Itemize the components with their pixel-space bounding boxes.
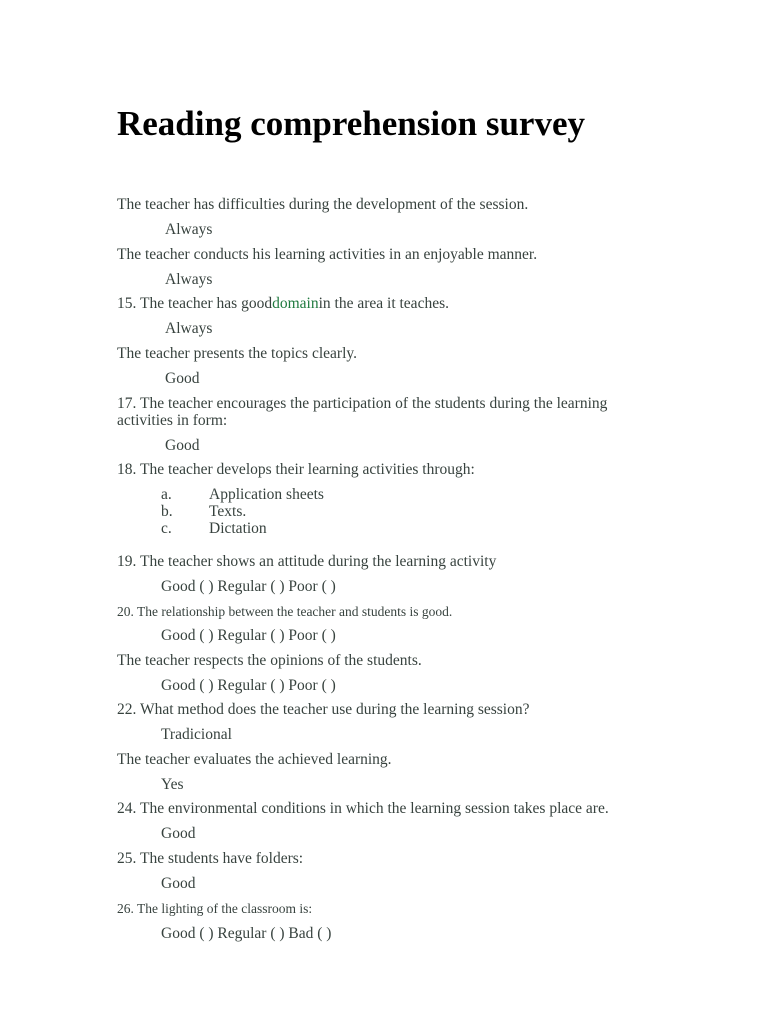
question-text: The teacher evaluates the achieved learning. [117, 751, 392, 768]
question-text: 19. The teacher shows an attitude during the learning activity [117, 553, 497, 570]
list-marker: b. [161, 503, 173, 520]
question-text-end: in the area it teaches. [318, 295, 449, 312]
question-text: 24. The environmental conditions in which the learning session takes place are. [117, 800, 609, 817]
answer-text: Good ( ) Regular ( ) Poor ( ) [161, 627, 336, 644]
question-text: 17. The teacher encourages the participation of the students during the learning activities in form: [117, 395, 608, 429]
question-text: The teacher respects the opinions of the students. [117, 652, 422, 669]
answer-text: Good ( ) Regular ( ) Bad ( ) [161, 925, 332, 942]
question-text: The teacher presents the topics clearly. [117, 345, 357, 362]
answer-text: Good ( ) Regular ( ) Poor ( ) [161, 677, 336, 694]
question-text: 26. The lighting of the classroom is: [117, 901, 313, 916]
question-text: 22. What method does the teacher use during the learning session? [117, 701, 530, 718]
answer-text: Good [161, 825, 196, 842]
answer-text: Yes [161, 776, 184, 793]
answer-text: Always [165, 221, 213, 238]
page-title: Reading comprehension survey [117, 104, 585, 143]
list-marker: c. [161, 520, 172, 537]
question-text: The teacher has difficulties during the development of the session. [117, 196, 529, 213]
answer-text: Good [165, 370, 200, 387]
question-text: 20. The relationship between the teacher and students is good. [117, 604, 453, 619]
answer-text: Tradicional [161, 726, 232, 743]
list-marker: a. [161, 486, 172, 503]
answer-text: Good [161, 875, 196, 892]
question-text-start: 15. The teacher has good [117, 295, 273, 312]
question-text: 18. The teacher develops their learning activities through: [117, 461, 475, 478]
question-text [117, 295, 449, 312]
list-item: Texts. [209, 503, 247, 520]
list-item: Dictation [209, 520, 267, 537]
question-text: 25. The students have folders: [117, 850, 304, 867]
answer-text: Good ( ) Regular ( ) Poor ( ) [161, 578, 336, 595]
question-text: The teacher conducts his learning activities in an enjoyable manner. [117, 246, 538, 263]
answer-text: Always [165, 271, 213, 288]
answer-text: Always [165, 320, 213, 337]
answer-text: Good [165, 437, 200, 454]
highlighted-word: domain [272, 295, 319, 312]
list-item: Application sheets [209, 486, 324, 503]
